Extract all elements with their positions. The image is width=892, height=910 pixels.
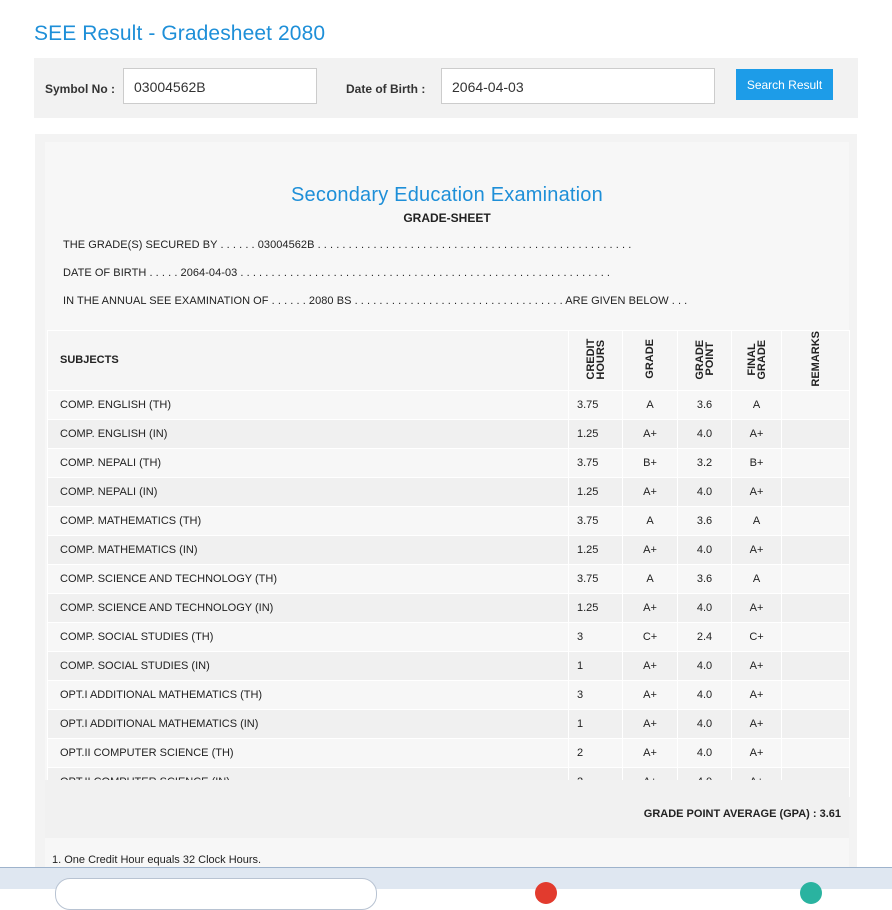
credit-hours-cell: 1.25 (569, 477, 623, 506)
grade-cell: B+ (623, 448, 678, 477)
exam-line: IN THE ANNUAL SEE EXAMINATION OF . . . . . . 2080 BS . . . . . . . . . . . . . . . . . . . . . . . . . . . . . . . . . . ARE GIVEN BELOW . . . (63, 295, 688, 307)
grade-point-cell: 4.0 (678, 738, 732, 767)
remarks-cell (782, 622, 850, 651)
grades-table (47, 330, 849, 797)
subject-cell: COMP. MATHEMATICS (IN) (48, 535, 569, 564)
grade-cell: A (623, 390, 678, 419)
grade-cell: A+ (623, 535, 678, 564)
final-grade-cell: A+ (732, 680, 782, 709)
remarks-cell (782, 506, 850, 535)
grade-cell: A+ (623, 419, 678, 448)
subject-cell: COMP. NEPALI (TH) (48, 448, 569, 477)
gradesheet (45, 142, 849, 874)
credit-hours-cell: 1 (569, 709, 623, 738)
remarks-cell (782, 564, 850, 593)
table-row (48, 535, 850, 564)
final-grade-cell: A+ (732, 651, 782, 680)
remarks-cell (782, 390, 850, 419)
table-row (48, 680, 850, 709)
credit-hours-cell: 3.75 (569, 506, 623, 535)
grade-point-cell: 3.6 (678, 506, 732, 535)
table-row (48, 506, 850, 535)
grade-cell: A+ (623, 709, 678, 738)
final-grade-cell: A+ (732, 477, 782, 506)
final-grade-cell: B+ (732, 448, 782, 477)
grade-point-cell: 3.2 (678, 448, 732, 477)
final-grade-cell: A (732, 564, 782, 593)
grade-cell: A+ (623, 651, 678, 680)
remarks-cell (782, 709, 850, 738)
credit-hours-cell: 2 (569, 738, 623, 767)
dob-line: DATE OF BIRTH . . . . . 2064-04-03 . . . . . . . . . . . . . . . . . . . . . . . . . . . . . . . . . . . . . . . . . . . . . . . . . . . . . . . . . . . . (63, 267, 611, 279)
grade-point-cell: 4.0 (678, 651, 732, 680)
table-row (48, 593, 850, 622)
credit-hours-cell: 3.75 (569, 448, 623, 477)
grade-point-cell: 4.0 (678, 709, 732, 738)
table-row (48, 738, 850, 767)
taskbar (0, 867, 892, 889)
credit-hours-cell: 3 (569, 622, 623, 651)
grade-point-cell: 4.0 (678, 593, 732, 622)
subject-cell: COMP. ENGLISH (IN) (48, 419, 569, 448)
final-grade-cell: A+ (732, 709, 782, 738)
header-final-grade: FINAL GRADE (732, 331, 782, 391)
final-grade-cell: A (732, 506, 782, 535)
grade-cell: A+ (623, 680, 678, 709)
dob-label: Date of Birth : (346, 82, 426, 96)
grade-point-cell: 2.4 (678, 622, 732, 651)
remarks-cell (782, 477, 850, 506)
grade-cell: A+ (623, 738, 678, 767)
exam-title: Secondary Education Examination (291, 184, 603, 206)
grade-point-cell: 3.6 (678, 564, 732, 593)
remarks-cell (782, 448, 850, 477)
table-row (48, 390, 850, 419)
grade-point-cell: 4.0 (678, 535, 732, 564)
subject-cell: COMP. SOCIAL STUDIES (TH) (48, 622, 569, 651)
symbol-input[interactable]: 03004562B (123, 68, 317, 104)
credit-hours-cell: 1.25 (569, 419, 623, 448)
remarks-cell (782, 535, 850, 564)
credit-hours-cell: 3.75 (569, 564, 623, 593)
gradesheet-heading: GRADE-SHEET (403, 211, 491, 225)
browser-icon[interactable] (535, 882, 557, 904)
header-subjects: SUBJECTS (48, 331, 569, 391)
table-header-row (48, 331, 850, 391)
credit-hours-cell: 3 (569, 680, 623, 709)
final-grade-cell: A+ (732, 419, 782, 448)
subject-cell: OPT.II COMPUTER SCIENCE (TH) (48, 738, 569, 767)
grade-cell: A+ (623, 477, 678, 506)
credit-hours-cell: 1 (569, 651, 623, 680)
subject-cell: COMP. NEPALI (IN) (48, 477, 569, 506)
footnote: 1. One Credit Hour equals 32 Clock Hours. (52, 854, 262, 866)
final-grade-cell: A+ (732, 535, 782, 564)
credit-hours-cell: 3.75 (569, 390, 623, 419)
remarks-cell (782, 738, 850, 767)
table-row (48, 622, 850, 651)
remarks-cell (782, 419, 850, 448)
final-grade-cell: A (732, 390, 782, 419)
final-grade-cell: A+ (732, 738, 782, 767)
table-row (48, 564, 850, 593)
page-title: SEE Result - Gradesheet 2080 (34, 22, 326, 45)
credit-hours-cell: 1.25 (569, 535, 623, 564)
grade-point-cell: 4.0 (678, 419, 732, 448)
grade-cell: C+ (623, 622, 678, 651)
table-row (48, 651, 850, 680)
symbol-label: Symbol No : (45, 82, 116, 96)
remarks-cell (782, 593, 850, 622)
subject-cell: COMP. ENGLISH (TH) (48, 390, 569, 419)
grade-cell: A (623, 564, 678, 593)
subject-cell: COMP. SCIENCE AND TECHNOLOGY (IN) (48, 593, 569, 622)
subject-cell: COMP. SCIENCE AND TECHNOLOGY (TH) (48, 564, 569, 593)
grade-point-cell: 3.6 (678, 390, 732, 419)
subject-cell: OPT.I ADDITIONAL MATHEMATICS (TH) (48, 680, 569, 709)
app-icon[interactable] (800, 882, 822, 904)
subject-cell: COMP. MATHEMATICS (TH) (48, 506, 569, 535)
header-credit-hours: CREDIT HOURS (569, 331, 623, 391)
search-bar (34, 58, 858, 118)
gradesheet-panel (35, 134, 857, 874)
credit-hours-cell: 1.25 (569, 593, 623, 622)
table-row (48, 477, 850, 506)
header-remarks: REMARKS (782, 331, 850, 391)
grade-cell: A+ (623, 593, 678, 622)
dob-input[interactable]: 2064-04-03 (441, 68, 715, 104)
header-grade: GRADE (623, 331, 678, 391)
search-result-button[interactable]: Search Result (736, 69, 833, 100)
table-row (48, 419, 850, 448)
final-grade-cell: C+ (732, 622, 782, 651)
final-grade-cell: A+ (732, 593, 782, 622)
subject-cell: COMP. SOCIAL STUDIES (IN) (48, 651, 569, 680)
gpa-value: GRADE POINT AVERAGE (GPA) : 3.61 (643, 808, 841, 820)
grade-cell: A (623, 506, 678, 535)
table-row (48, 448, 850, 477)
grade-point-cell: 4.0 (678, 680, 732, 709)
remarks-cell (782, 680, 850, 709)
taskbar-search[interactable] (55, 878, 377, 910)
secured-by-line: THE GRADE(S) SECURED BY . . . . . . 03004562B . . . . . . . . . . . . . . . . . . . . . . . . . . . . . . . . . . . . . . . . . . . . . . . . . . . (63, 239, 632, 251)
table-row (48, 709, 850, 738)
remarks-cell (782, 651, 850, 680)
grade-point-cell: 4.0 (678, 477, 732, 506)
subject-cell: OPT.I ADDITIONAL MATHEMATICS (IN) (48, 709, 569, 738)
header-grade-point: GRADE POINT (678, 331, 732, 391)
